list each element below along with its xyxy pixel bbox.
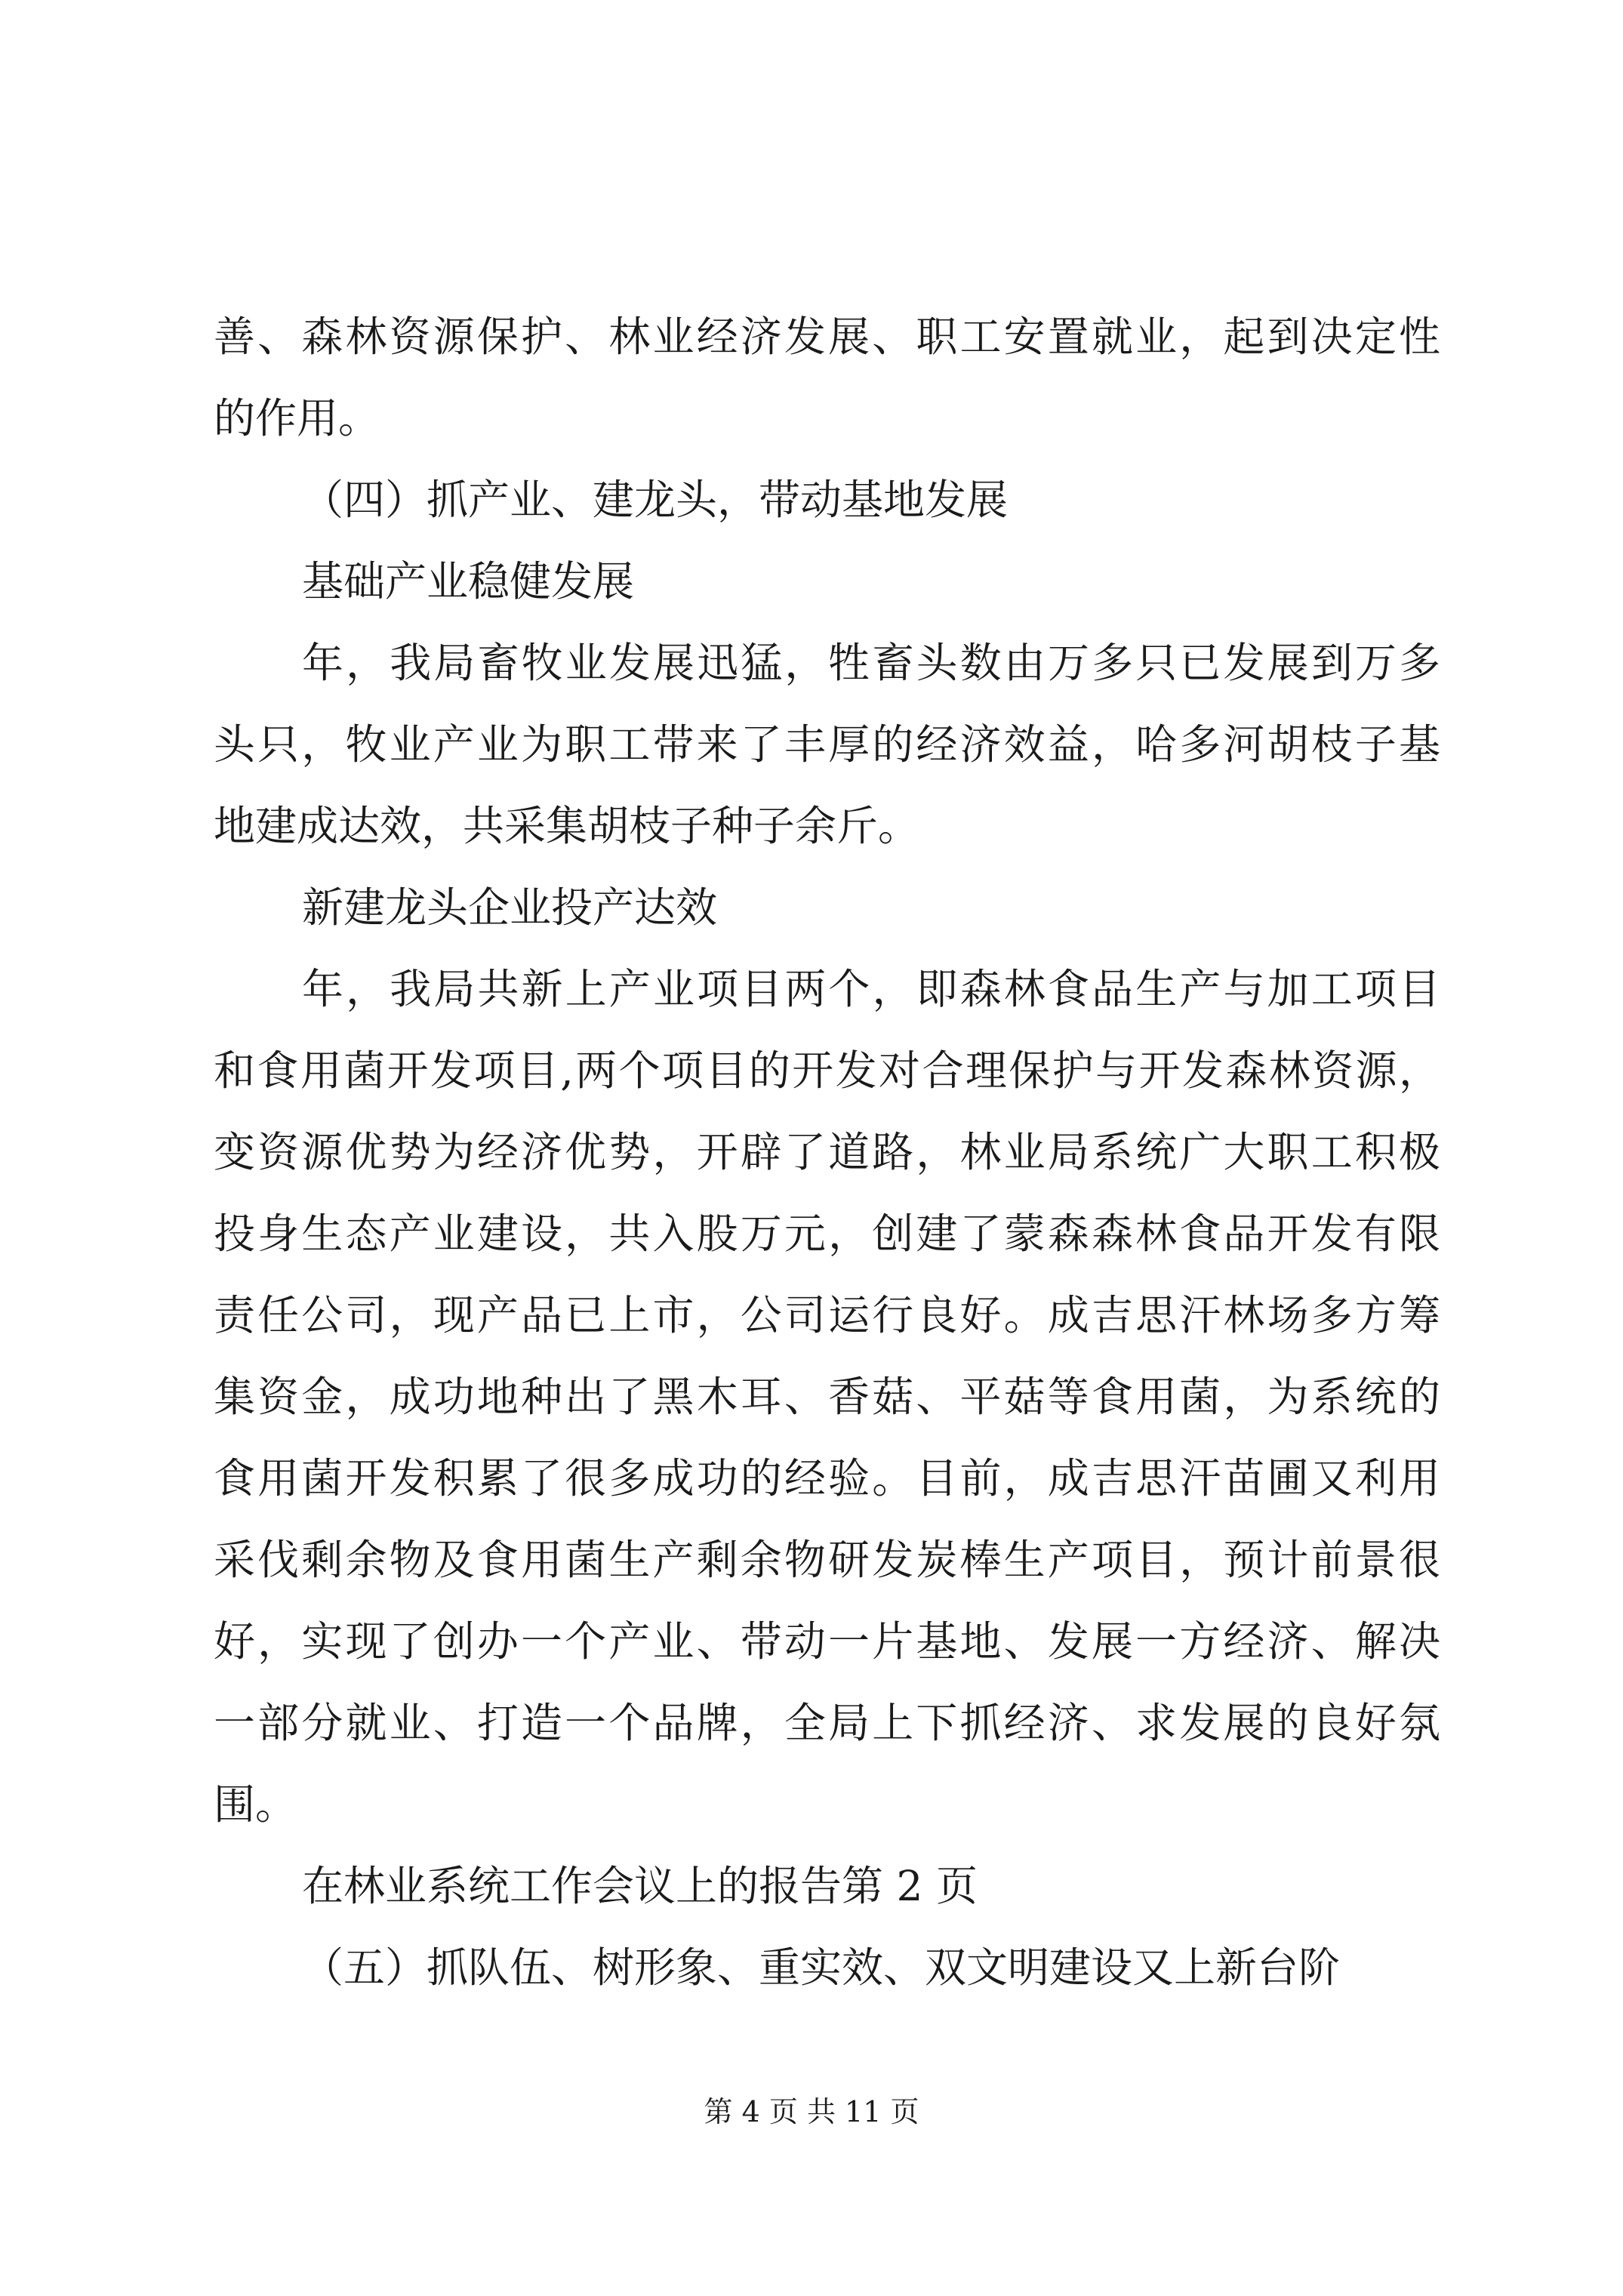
page-footer: 第 4 页 共 11 页 [704, 2095, 919, 2128]
body-line-11: 变资源优势为经济优势，开辟了道路，林业局系统广大职工积极 [214, 1128, 1440, 1176]
running-title: 在林业系统工作会议上的报告第 2 页 [302, 1862, 978, 1910]
body-line-2: 的作用。 [214, 394, 380, 442]
body-line-14: 集资金，成功地种出了黑木耳、香菇、平菇等食用菌，为系统的 [214, 1373, 1440, 1421]
body-line-7: 地建成达效，共采集胡枝子种子余斤。 [214, 802, 920, 850]
body-line-10: 和食用菌开发项目,两个项目的开发对合理保护与开发森林资源， [214, 1046, 1440, 1095]
body-line-5: 年，我局畜牧业发展迅猛，牲畜头数由万多只已发展到万多 [302, 639, 1440, 687]
body-line-16: 采伐剩余物及食用菌生产剩余物研发炭棒生产项目，预计前景很 [214, 1536, 1440, 1584]
body-line-18: 一部分就业、打造一个品牌，全局上下抓经济、求发展的良好氛 [214, 1699, 1440, 1747]
section-heading-5: （五）抓队伍、树形象、重实效、双文明建设又上新台阶 [302, 1943, 1341, 1992]
subheading-leading-enterprise: 新建龙头企业投产达效 [302, 883, 718, 932]
document-body [214, 296, 1440, 2008]
body-line-17: 好，实现了创办一个产业、带动一片基地、发展一方经济、解决 [214, 1617, 1440, 1666]
body-line-13: 责任公司，现产品已上市，公司运行良好。成吉思汗林场多方筹 [214, 1291, 1440, 1339]
body-line-15: 食用菌开发积累了很多成功的经验。目前，成吉思汗苗圃又利用 [214, 1454, 1440, 1502]
body-line-12: 投身生态产业建设，共入股万元，创建了蒙森森林食品开发有限 [214, 1210, 1440, 1258]
body-line-19: 围。 [214, 1780, 297, 1829]
body-line-1: 善、森林资源保护、林业经济发展、职工安置就业，起到决定性 [214, 313, 1440, 361]
section-heading-4: （四）抓产业、建龙头，带动基地发展 [302, 476, 1009, 524]
subheading-basic-industry: 基础产业稳健发展 [302, 557, 635, 606]
body-line-6: 头只，牧业产业为职工带来了丰厚的经济效益，哈多河胡枝子基 [214, 720, 1440, 769]
body-line-9: 年，我局共新上产业项目两个，即森林食品生产与加工项目 [302, 965, 1440, 1013]
